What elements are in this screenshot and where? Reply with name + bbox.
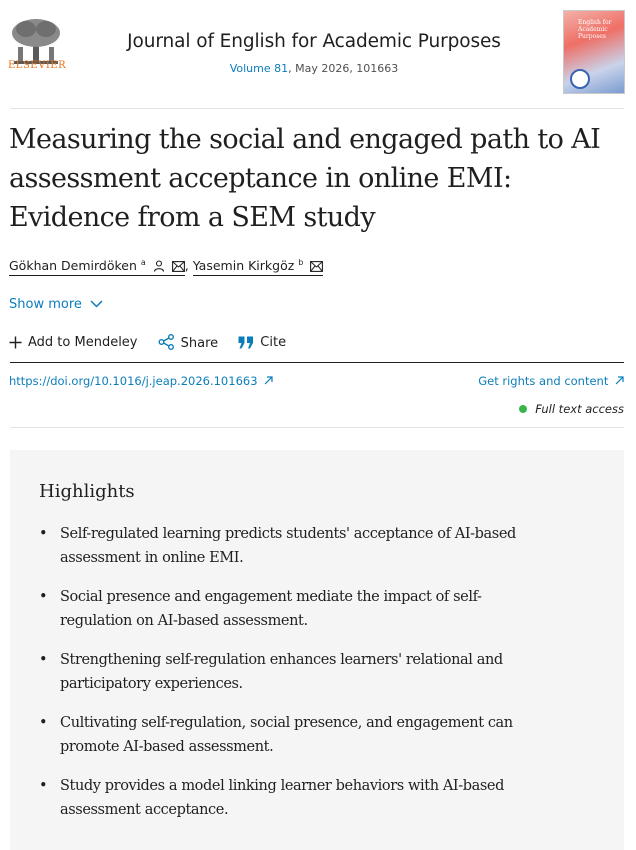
- author-link[interactable]: [193, 258, 324, 276]
- highlights-list: [39, 522, 519, 837]
- issue-details: , May 2026, 101663: [288, 62, 399, 75]
- plus-icon: [9, 336, 22, 349]
- doi-text: https://doi.org/10.1016/j.jeap.2026.101663: [9, 374, 258, 388]
- highlight-item: • Self-regulated learning predicts students' acceptance of AI-based assessment in online EMI.: [39, 522, 519, 570]
- rights-text: Get rights and content: [478, 374, 609, 388]
- journal-issue-info: [78, 62, 550, 75]
- access-status: [519, 402, 624, 416]
- metadata-divider: [10, 427, 624, 428]
- doi-link[interactable]: [9, 374, 273, 388]
- get-rights-link[interactable]: [478, 374, 624, 388]
- journal-title[interactable]: Journal of English for Academic Purposes: [127, 31, 501, 52]
- access-indicator-icon: [519, 405, 527, 413]
- actions-divider: [10, 362, 624, 363]
- author-link[interactable]: [9, 258, 185, 276]
- highlight-item: • Strengthening self-regulation enhances learners' relational and participatory experiences.: [39, 648, 519, 696]
- person-icon: [153, 260, 165, 272]
- mail-icon: [172, 261, 185, 272]
- header-divider: [10, 108, 624, 109]
- author-affiliation: a: [140, 258, 146, 267]
- show-more-label: Show more: [9, 297, 82, 312]
- access-label: Full text access: [535, 402, 624, 416]
- highlight-item: • Cultivating self-regulation, social presence, and engagement can promote AI-based assessment.: [39, 711, 519, 759]
- author-list: [9, 258, 323, 276]
- highlight-item: • Social presence and engagement mediate the impact of self-regulation on AI-based assessment.: [39, 585, 519, 633]
- external-link-icon: [615, 376, 624, 385]
- volume-link[interactable]: Volume 81: [229, 62, 289, 75]
- article-actions: [9, 334, 302, 351]
- quote-icon: [238, 336, 254, 349]
- show-more-button[interactable]: [9, 297, 103, 312]
- highlights-heading: Highlights: [39, 481, 135, 502]
- chevron-down-icon: [90, 300, 103, 308]
- share-button[interactable]: [158, 334, 219, 351]
- author-affiliation: b: [298, 258, 304, 267]
- share-icon: [158, 334, 175, 350]
- cite-button[interactable]: [238, 335, 286, 350]
- external-link-icon: [264, 376, 273, 385]
- cover-title: English for Academic Purposes: [578, 19, 612, 40]
- author-name: Gökhan Demirdöken: [9, 258, 137, 274]
- author-name: Yasemin Kirkgöz: [192, 258, 295, 274]
- elsevier-wordmark: ELSEVIER: [8, 60, 67, 71]
- cite-label: Cite: [260, 335, 287, 350]
- journal-cover-thumbnail[interactable]: [563, 10, 625, 94]
- cover-badge-icon: [570, 69, 590, 89]
- author-separator: ,: [184, 258, 189, 274]
- mail-icon: [310, 261, 323, 272]
- article-title: Measuring the social and engaged path to AI assessment acceptance in online EMI: Evidence from a SEM study: [9, 124, 601, 233]
- highlights-section: [10, 450, 624, 850]
- highlight-item: • Study provides a model linking learner behaviors with AI-based assessment acceptance.: [39, 774, 519, 822]
- share-label: Share: [180, 336, 219, 351]
- add-to-mendeley-button[interactable]: [9, 335, 138, 350]
- journal-header: [0, 0, 636, 108]
- mendeley-label: Add to Mendeley: [28, 335, 138, 350]
